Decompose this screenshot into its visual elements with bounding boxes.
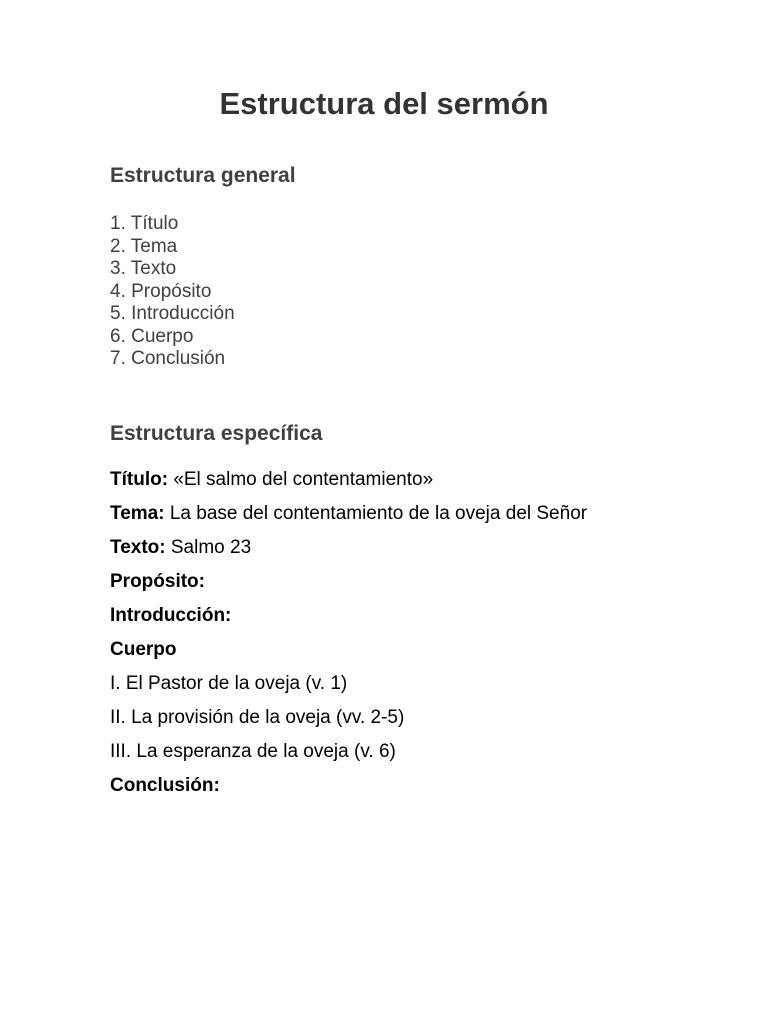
- list-item: 4. Propósito: [110, 280, 212, 302]
- conclusion-row: [110, 773, 587, 807]
- tema-row: [110, 501, 587, 535]
- document-title: Estructura del sermón: [219, 86, 549, 121]
- cuerpo-row: [110, 637, 587, 671]
- specific-structure-heading: Estructura específica: [110, 422, 323, 445]
- titulo-value: «El salmo del contentamiento»: [173, 469, 434, 490]
- cuerpo-point: III. La esperanza de la oveja (v. 6): [110, 741, 396, 762]
- texto-value: Salmo 23: [170, 537, 252, 558]
- list-item: 3. Texto: [110, 258, 177, 279]
- texto-row: [110, 535, 587, 569]
- list-item: 5. Introducción: [110, 303, 235, 324]
- introduccion-row: [110, 603, 587, 637]
- conclusion-label: Conclusión:: [110, 775, 220, 796]
- proposito-label: Propósito:: [110, 571, 205, 592]
- specific-structure-list: [110, 467, 587, 807]
- titulo-row: [110, 467, 587, 501]
- cuerpo-point: II. La provisión de la oveja (vv. 2-5): [110, 707, 405, 728]
- general-structure-list: [110, 213, 235, 371]
- cuerpo-label: Cuerpo: [110, 639, 177, 660]
- list-item: 1. Título: [110, 213, 179, 234]
- introduccion-label: Introducción:: [110, 605, 232, 626]
- list-item: 2. Tema: [110, 235, 178, 257]
- titulo-label: Título:: [110, 469, 169, 490]
- tema-label: Tema:: [110, 503, 165, 524]
- list-item: 7. Conclusión: [110, 348, 226, 369]
- texto-label: Texto:: [110, 537, 166, 558]
- general-structure-heading: Estructura general: [110, 164, 296, 187]
- cuerpo-point: I. El Pastor de la oveja (v. 1): [110, 673, 348, 694]
- list-item: 6. Cuerpo: [110, 325, 194, 347]
- proposito-row: [110, 569, 587, 603]
- tema-value: La base del contentamiento de la oveja del Señor: [169, 503, 588, 524]
